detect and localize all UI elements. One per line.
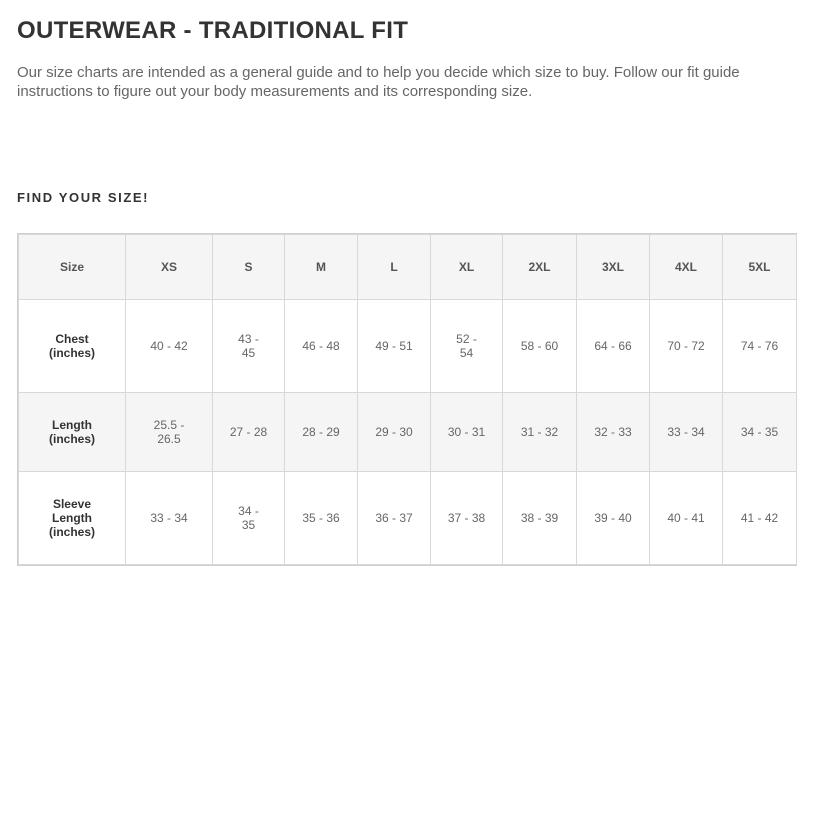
chest-xs-value: 40 - 42	[126, 300, 213, 393]
length-2xl-value: 31 - 32	[503, 393, 577, 472]
chest-xl-value: 52 - 54	[431, 300, 503, 393]
size-chart-table	[17, 233, 797, 566]
chest-l-value: 49 - 51	[358, 300, 431, 393]
length-m-value: 28 - 29	[285, 393, 358, 472]
size-header-2xl: 2XL	[503, 235, 577, 300]
sleeve-m-value: 35 - 36	[285, 472, 358, 565]
length-l-value: 29 - 30	[358, 393, 431, 472]
sleeve-l-value: 36 - 37	[358, 472, 431, 565]
sleeve-length-row	[19, 472, 797, 565]
size-header-xs: XS	[126, 235, 213, 300]
length-5xl-value: 34 - 35	[723, 393, 797, 472]
chest-2xl-value: 58 - 60	[503, 300, 577, 393]
sleeve-3xl-value: 39 - 40	[577, 472, 650, 565]
size-header-label: Size	[19, 235, 126, 300]
chest-5xl-value: 74 - 76	[723, 300, 797, 393]
length-xs-value: 25.5 - 26.5	[126, 393, 213, 472]
sleeve-xs-value: 33 - 34	[126, 472, 213, 565]
intro-text: Our size charts are intended as a general guide and to help you decide which size to buy. Follow our fit guide instructions to figure out your body measurements and its corresponding size.	[17, 64, 740, 100]
chest-3xl-value: 64 - 66	[577, 300, 650, 393]
length-row	[19, 393, 797, 472]
size-header-4xl: 4XL	[650, 235, 723, 300]
length-s-value: 27 - 28	[213, 393, 285, 472]
size-header-s: S	[213, 235, 285, 300]
sleeve-5xl-value: 41 - 42	[723, 472, 797, 565]
size-header-3xl: 3XL	[577, 235, 650, 300]
page-title: OUTERWEAR - TRADITIONAL FIT	[17, 17, 409, 44]
sleeve-s-value: 34 - 35	[213, 472, 285, 565]
length-3xl-value: 32 - 33	[577, 393, 650, 472]
sleeve-4xl-value: 40 - 41	[650, 472, 723, 565]
size-header-5xl: 5XL	[723, 235, 797, 300]
chest-row	[19, 300, 797, 393]
size-header-m: M	[285, 235, 358, 300]
sleeve-xl-value: 37 - 38	[431, 472, 503, 565]
size-header-row	[19, 235, 797, 300]
sleeve-2xl-value: 38 - 39	[503, 472, 577, 565]
chest-m-value: 46 - 48	[285, 300, 358, 393]
chest-label: Chest (inches)	[19, 300, 126, 393]
size-header-xl: XL	[431, 235, 503, 300]
length-xl-value: 30 - 31	[431, 393, 503, 472]
size-header-l: L	[358, 235, 431, 300]
chest-4xl-value: 70 - 72	[650, 300, 723, 393]
chest-s-value: 43 - 45	[213, 300, 285, 393]
length-label: Length (inches)	[19, 393, 126, 472]
sleeve-length-label: Sleeve Length (inches)	[19, 472, 126, 565]
find-your-size-heading: FIND YOUR SIZE!	[17, 190, 150, 205]
length-4xl-value: 33 - 34	[650, 393, 723, 472]
